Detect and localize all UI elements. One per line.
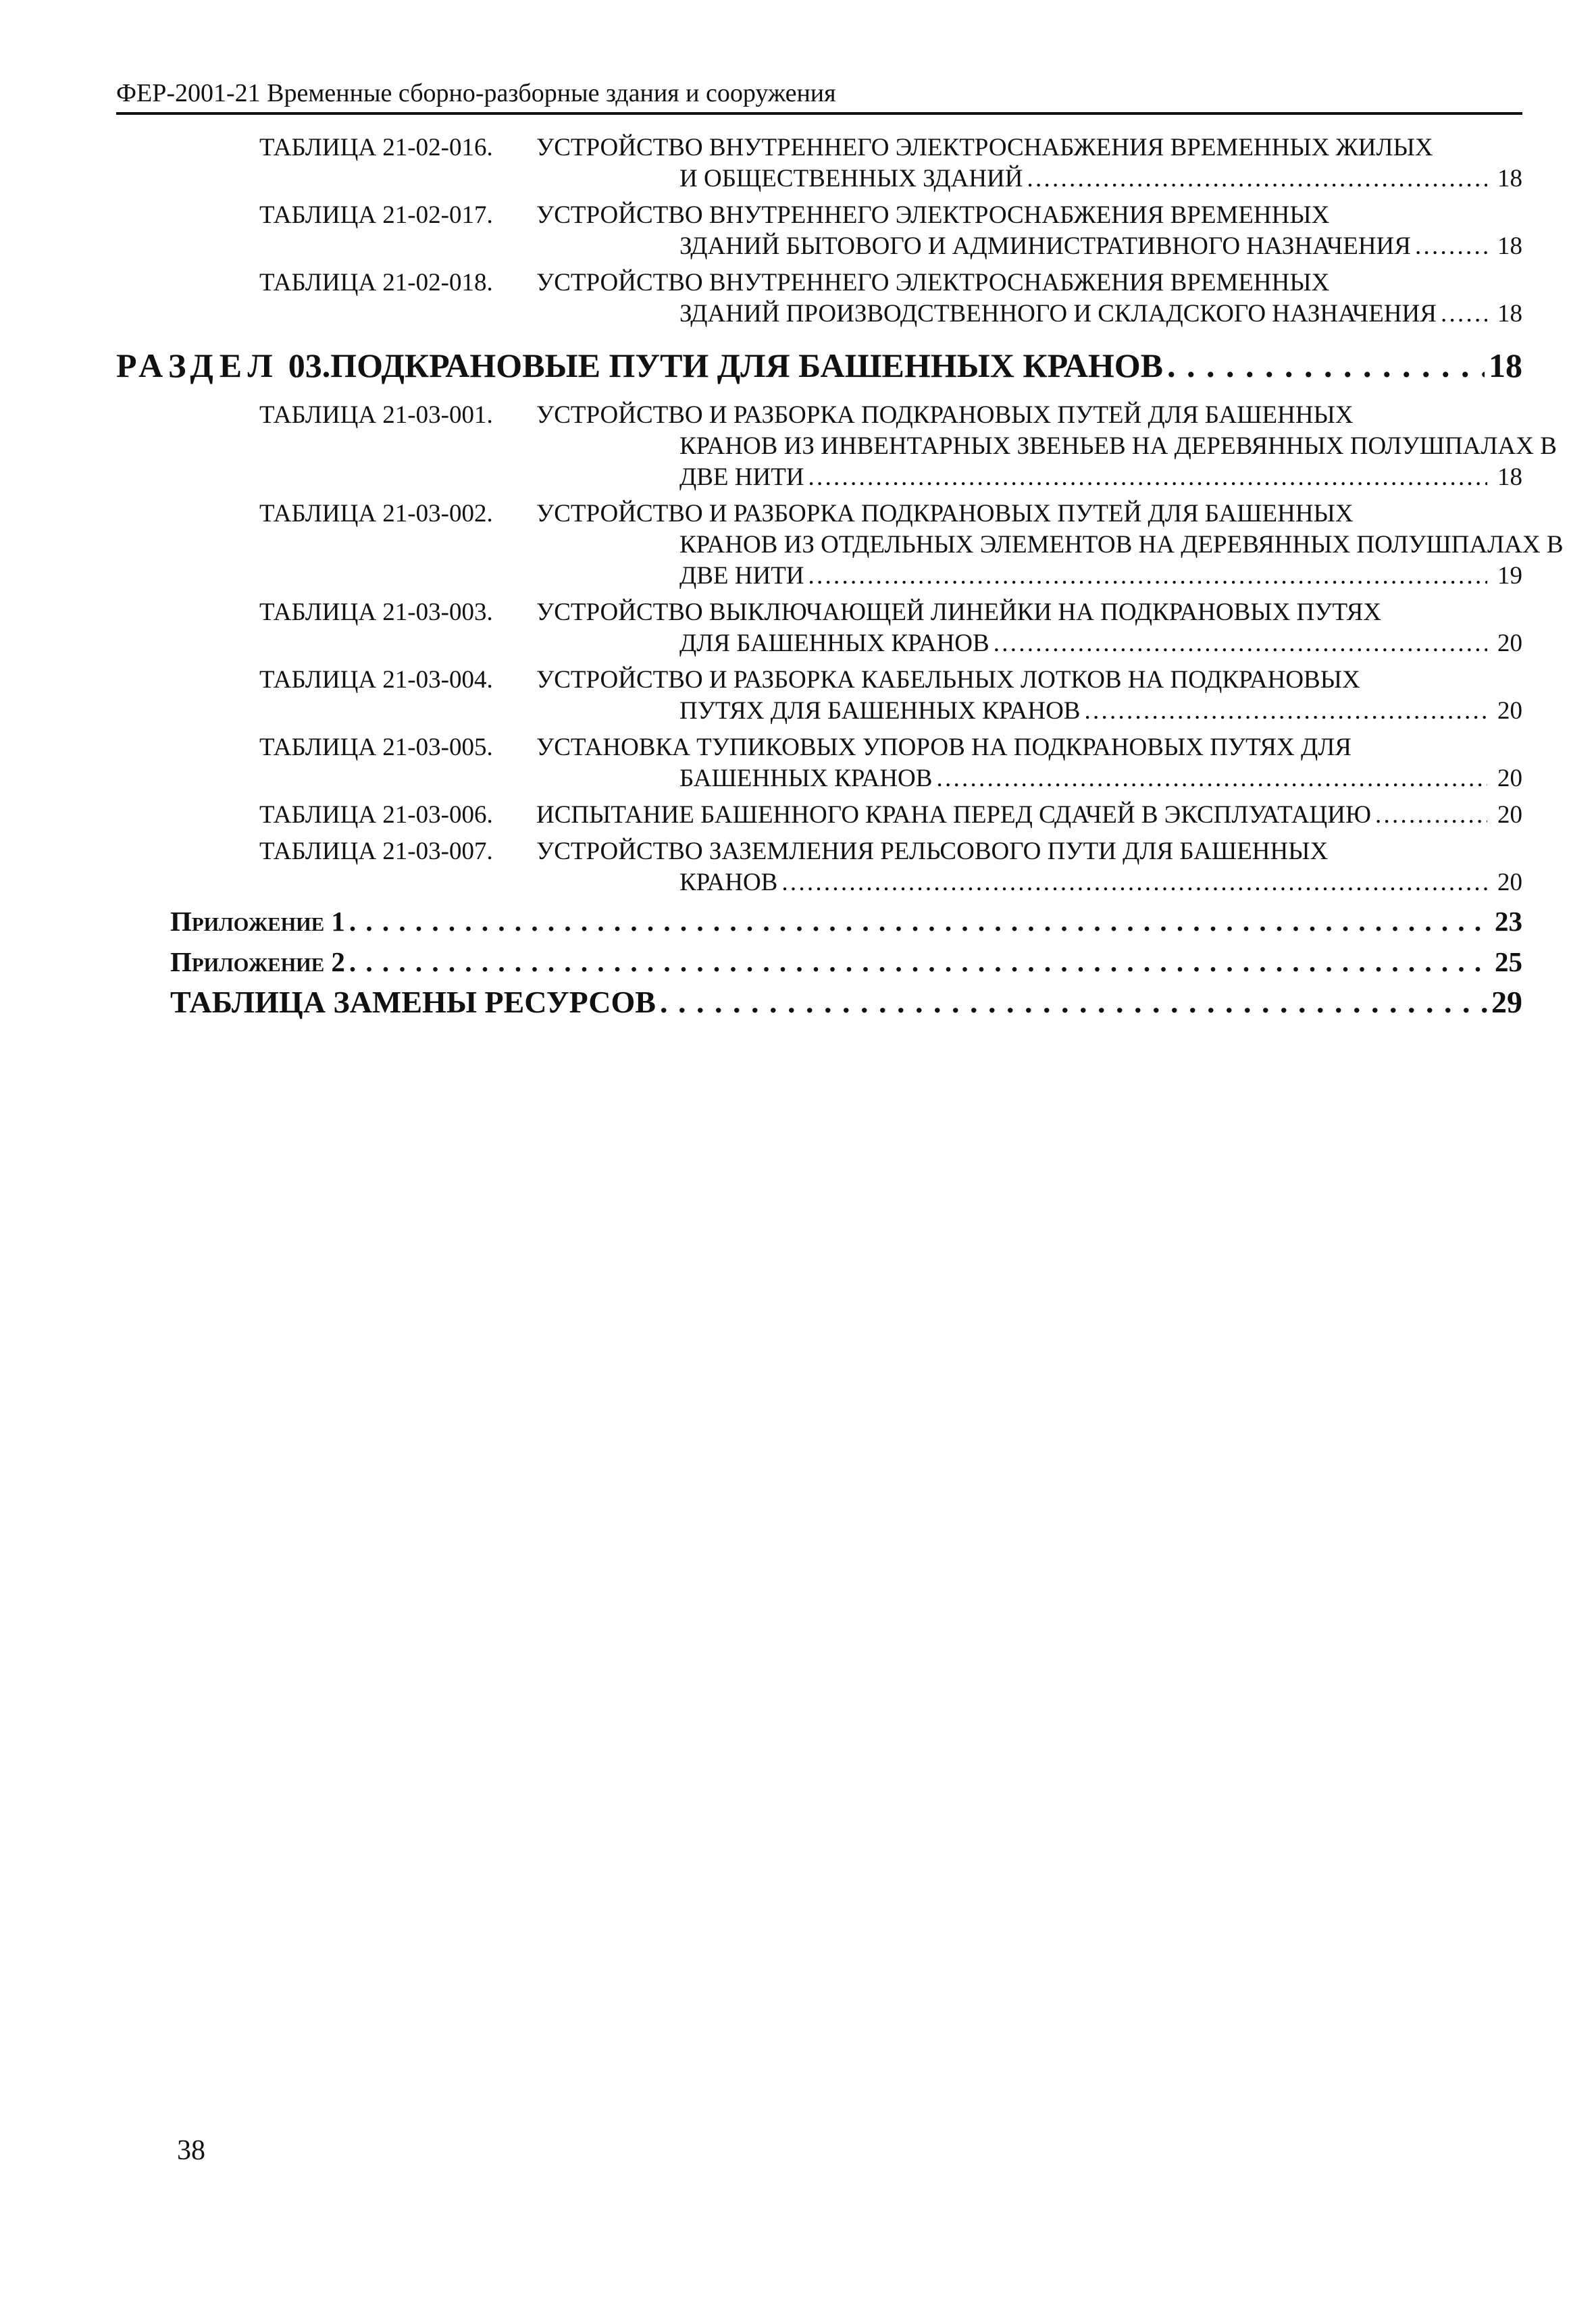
toc-entry-page: 18 (1497, 463, 1522, 491)
toc-entry-21-03-004[interactable] (116, 665, 1522, 727)
appendix-page: 29 (1491, 985, 1522, 1019)
dot-leader (781, 867, 1487, 898)
toc-entry-title-cont: КРАНОВ ИЗ ИНВЕНТАРНЫХ ЗВЕНЬЕВ НА ДЕРЕВЯННЫХ ПОЛУШПАЛАХ В (679, 432, 1557, 460)
toc-entry-title: ИСПЫТАНИЕ БАШЕННОГО КРАНА ПЕРЕД СДАЧЕЙ В ЭКСПЛУАТАЦИЮ (536, 801, 1372, 829)
toc-entry-page: 20 (1497, 629, 1522, 657)
page-number: 38 (177, 2135, 205, 2166)
toc-entry-21-03-006[interactable] (116, 800, 1522, 831)
dot-leader (808, 561, 1487, 592)
toc-entry-title: УСТРОЙСТВО И РАЗБОРКА ПОДКРАНОВЫХ ПУТЕЙ ДЛЯ БАШЕННЫХ (536, 500, 1354, 528)
toc-entry-title: УСТРОЙСТВО ВНУТРЕННЕГО ЭЛЕКТРОСНАБЖЕНИЯ ВРЕМЕННЫХ ЖИЛЫХ (536, 134, 1433, 161)
toc-entry-number: ТАБЛИЦА 21-02-017. (259, 201, 493, 229)
dot-leader (1441, 299, 1487, 330)
toc-entry-title-cont: ЗДАНИЙ ПРОИЗВОДСТВЕННОГО И СКЛАДСКОГО НАЗНАЧЕНИЯ (679, 300, 1437, 328)
toc-entry-page: 20 (1497, 801, 1522, 829)
toc-entry-title: УСТАНОВКА ТУПИКОВЫХ УПОРОВ НА ПОДКРАНОВЫХ ПУТЯХ ДЛЯ (536, 734, 1352, 761)
dot-leader (349, 904, 1487, 939)
appendix-page: 23 (1495, 906, 1522, 937)
toc-entry-number: ТАБЛИЦА 21-03-004. (259, 666, 493, 694)
dot-leader (660, 985, 1487, 1020)
toc-resource-replacement-table[interactable] (116, 985, 1522, 1020)
dot-leader (1415, 231, 1487, 262)
toc-entry-page: 20 (1497, 869, 1522, 896)
toc-entry-title-cont: ДВЕ НИТИ (679, 463, 804, 491)
toc-entry-title: УСТРОЙСТВО ВНУТРЕННЕГО ЭЛЕКТРОСНАБЖЕНИЯ ВРЕМЕННЫХ (536, 201, 1330, 229)
toc-entry-21-03-007[interactable] (116, 836, 1522, 898)
toc-entry-title-cont: БАШЕННЫХ КРАНОВ (679, 765, 933, 792)
running-header-title: ФЕР-2001-21 Временные сборно-разборные здания и сооружения (116, 79, 836, 107)
toc-entry-number: ТАБЛИЦА 21-02-016. (259, 134, 493, 161)
toc-entry-title: УСТРОЙСТВО ВЫКЛЮЧАЮЩЕЙ ЛИНЕЙКИ НА ПОДКРАНОВЫХ ПУТЯХ (536, 598, 1382, 626)
toc-appendix-2[interactable] (116, 944, 1522, 979)
toc-entry-number: ТАБЛИЦА 21-03-006. (259, 801, 493, 829)
toc-entry-title: УСТРОЙСТВО И РАЗБОРКА КАБЕЛЬНЫХ ЛОТКОВ НА ПОДКРАНОВЫХ (536, 666, 1360, 694)
dot-leader (1167, 344, 1485, 386)
toc-entry-title-cont: ПУТЯХ ДЛЯ БАШЕННЫХ КРАНОВ (679, 697, 1081, 725)
toc-entry-number: ТАБЛИЦА 21-03-007. (259, 838, 493, 865)
toc-appendix-1[interactable] (116, 904, 1522, 939)
toc-entry-page: 18 (1497, 165, 1522, 192)
toc-entry-page: 20 (1497, 697, 1522, 725)
toc-entry-21-02-017[interactable] (116, 200, 1522, 262)
table-of-contents (116, 132, 1564, 1025)
dot-leader (1084, 696, 1487, 727)
toc-entry-title-cont: КРАНОВ (679, 869, 778, 896)
appendix-page: 25 (1495, 946, 1522, 977)
toc-entry-21-03-003[interactable] (116, 597, 1522, 659)
dot-leader (936, 763, 1487, 794)
toc-entry-21-02-018[interactable] (116, 267, 1522, 330)
appendix-title: ТАБЛИЦА ЗАМЕНЫ РЕСУРСОВ (170, 985, 656, 1019)
dot-leader (994, 628, 1487, 659)
toc-entry-number: ТАБЛИЦА 21-03-001. (259, 401, 493, 429)
toc-entry-title-cont: ДВЕ НИТИ (679, 562, 804, 590)
toc-entry-21-03-001[interactable] (116, 400, 1557, 493)
appendix-title: Приложение 1 (170, 906, 345, 937)
dot-leader (808, 462, 1487, 493)
toc-section-03[interactable] (116, 344, 1522, 386)
toc-entry-title: УСТРОЙСТВО ЗАЗЕМЛЕНИЯ РЕЛЬСОВОГО ПУТИ ДЛЯ БАШЕННЫХ (536, 838, 1329, 865)
toc-entry-title-cont: ДЛЯ БАШЕННЫХ КРАНОВ (679, 629, 989, 657)
toc-entry-number: ТАБЛИЦА 21-03-002. (259, 500, 493, 528)
toc-entry-page: 20 (1497, 765, 1522, 792)
toc-entry-21-03-002[interactable] (116, 498, 1564, 592)
toc-entry-page: 18 (1497, 232, 1522, 260)
toc-entry-page: 19 (1497, 562, 1522, 590)
toc-entry-title: УСТРОЙСТВО И РАЗБОРКА ПОДКРАНОВЫХ ПУТЕЙ ДЛЯ БАШЕННЫХ (536, 401, 1354, 429)
toc-entry-title-cont: ЗДАНИЙ БЫТОВОГО И АДМИНИСТРАТИВНОГО НАЗНАЧЕНИЯ (679, 232, 1411, 260)
dot-leader (1027, 163, 1488, 195)
dot-leader (349, 944, 1487, 979)
section-label: РАЗДЕЛ (116, 346, 279, 384)
toc-entry-number: ТАБЛИЦА 21-03-003. (259, 598, 493, 626)
toc-entry-title: УСТРОЙСТВО ВНУТРЕННЕГО ЭЛЕКТРОСНАБЖЕНИЯ ВРЕМЕННЫХ (536, 269, 1330, 297)
toc-entry-title-cont: И ОБЩЕСТВЕННЫХ ЗДАНИЙ (679, 165, 1023, 192)
dot-leader (1375, 800, 1487, 831)
running-header (116, 68, 1522, 115)
section-title: 03.ПОДКРАНОВЫЕ ПУТИ ДЛЯ БАШЕННЫХ КРАНОВ (288, 346, 1163, 384)
section-page: 18 (1489, 346, 1522, 384)
toc-entry-21-02-016[interactable] (116, 132, 1522, 195)
toc-entry-title-cont: КРАНОВ ИЗ ОТДЕЛЬНЫХ ЭЛЕМЕНТОВ НА ДЕРЕВЯННЫХ ПОЛУШПАЛАХ В (679, 531, 1564, 559)
toc-entry-page: 18 (1497, 300, 1522, 328)
appendix-title: Приложение 2 (170, 946, 345, 977)
toc-entry-number: ТАБЛИЦА 21-03-005. (259, 734, 493, 761)
toc-entry-number: ТАБЛИЦА 21-02-018. (259, 269, 493, 297)
toc-entry-21-03-005[interactable] (116, 732, 1522, 794)
